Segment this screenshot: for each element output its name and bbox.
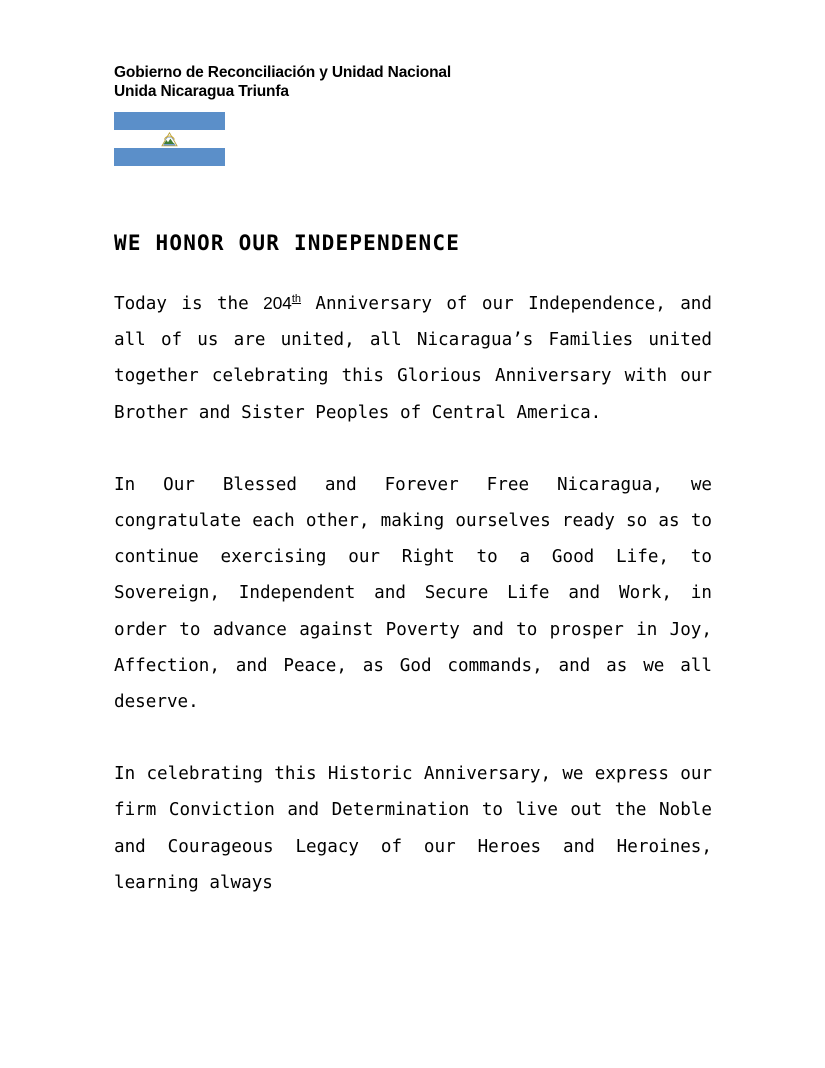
page-title: WE HONOR OUR INDEPENDENCE (114, 231, 461, 256)
anniversary-number: 204 (263, 293, 292, 313)
nicaragua-flag (114, 112, 225, 166)
paragraph-2: In Our Blessed and Forever Free Nicaragua, we congratulate each other, making ourselves ready so as to continue exercising our Right to a Good Life, to Sovereign, Independent and Secure Life and Work, in order to advance against Poverty and to prosper in Joy, Affection, and Peace, as God commands, and as we all deserve. (114, 474, 712, 713)
flag-band-bottom (114, 148, 225, 166)
paragraph-1-text-before-ordinal: Today is the (114, 294, 264, 314)
letterhead-line-2: Unida Nicaragua Triunfa (114, 83, 289, 100)
document-body (114, 285, 712, 901)
letterhead (114, 63, 734, 101)
flag-band-top (114, 112, 225, 130)
anniversary-ordinal-suffix: th (291, 293, 302, 306)
letterhead-line-1: Gobierno de Reconciliación y Unidad Nacional (114, 64, 452, 81)
paragraph-1 (114, 285, 712, 431)
nicaragua-coat-of-arms-icon (114, 130, 225, 148)
paragraph-1-text-after-ordinal: Anniversary of our Independence, and all of us are united, all Nicaragua’s Families united together celebrating this Glorious Anniversary with our Brother and Sister Peoples of Central America. (114, 294, 712, 423)
paragraph-3: In celebrating this Historic Anniversary, we express our firm Conviction and Determination to live out the Noble and Courageous Legacy of our Heroes and Heroines, learning always (114, 764, 712, 893)
